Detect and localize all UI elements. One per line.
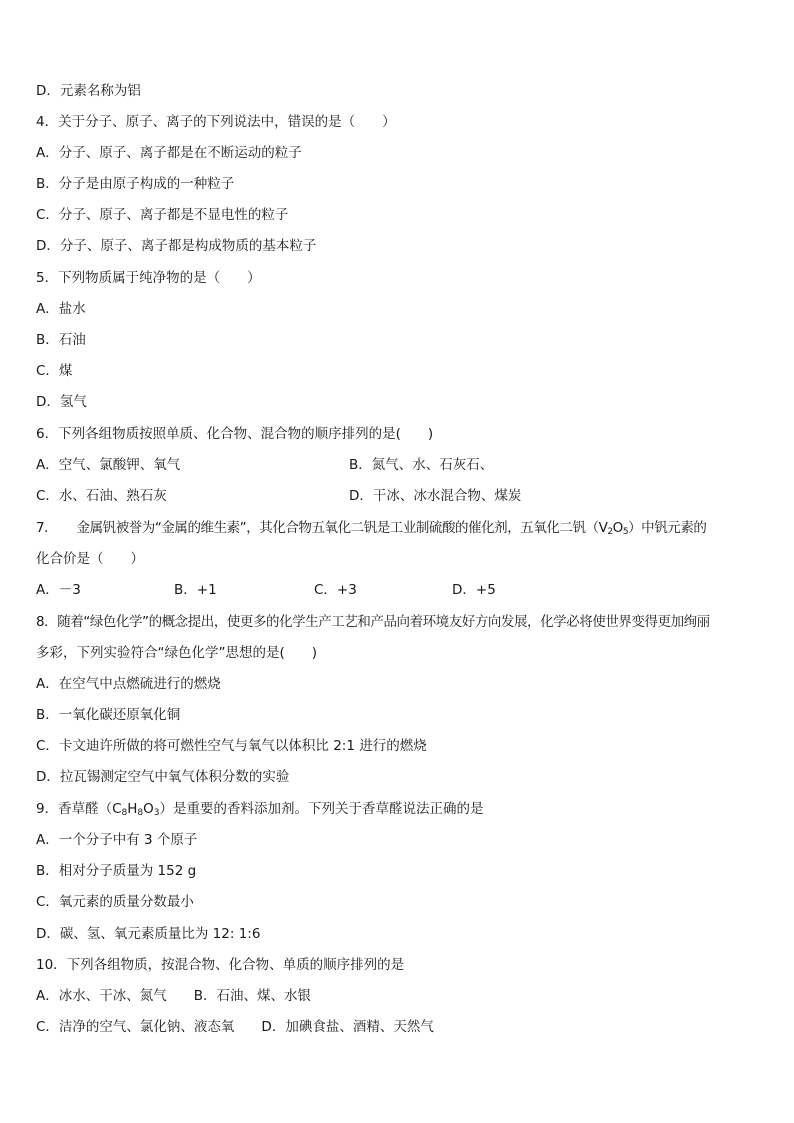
q4-option-d: D．分子、原子、离子都是构成物质的基本粒子 [36, 238, 317, 254]
q8-option-d: D．拉瓦锡测定空气中氧气体积分数的实验 [36, 769, 290, 785]
q7-option-a: A．－3 [36, 582, 81, 598]
q4-stem: 4．关于分子、原子、离子的下列说法中，错误的是（ ） [36, 114, 396, 130]
q5-stem: 5．下列物质属于纯净物的是（ ） [36, 270, 261, 286]
q5-option-c: C．煤 [36, 363, 73, 379]
q4-option-a: A．分子、原子、离子都是在不断运动的粒子 [36, 145, 302, 161]
q5-option-d: D．氢气 [36, 394, 87, 410]
q10-stem: 10．下列各组物质，按混合物、化合物、单质的顺序排列的是 [36, 957, 405, 973]
q10-options-cd: C．洁净的空气、氯化钠、液态氧 D．加碘食盐、酒精、天然气 [36, 1019, 434, 1035]
q8-option-c: C．卡文迪许所做的将可燃性空气与氧气以体积比 2:1 进行的燃烧 [36, 738, 427, 754]
q8-stem-line1: 8．随着“绿色化学”的概念提出，使更多的化学生产工艺和产品向着环境友好方向发展，化学必将使世界变得更加绚丽 [36, 614, 710, 630]
q6-row-cd [36, 486, 764, 506]
q9-option-c: C．氧元素的质量分数最小 [36, 894, 194, 910]
q6-option-b: B．氮气、水、石灰石、 [349, 457, 494, 473]
q9-option-d: D．碳、氢、氧元素质量比为 12: 1:6 [36, 926, 261, 942]
q7-stem-line2: 化合价是（ ） [36, 551, 144, 567]
q4-option-b: B．分子是由原子构成的一种粒子 [36, 176, 235, 192]
q5-option-a: A．盐水 [36, 301, 86, 317]
q9-stem: 9．香草醛$(C_8H_8O_3)$是重要的香料添加剂。下列关于香草醛说法正确的是 [36, 801, 484, 818]
q8-option-a: A．在空气中点燃硫进行的燃烧 [36, 676, 221, 692]
q7-option-c: C．+3 [314, 582, 357, 598]
q9-option-b: B．相对分子质量为 152 g [36, 863, 197, 879]
q6-option-c: C．水、石油、熟石灰 [36, 488, 167, 504]
q7-stem-line1: 7． 金属钒被誉为“金属的维生素”，其化合物五氧化二钒是工业制硫酸的催化剂，五氧化二钒$(V_2O_5)$中钒元素的 [36, 520, 707, 537]
q6-option-a: A．空气、氯酸钾、氧气 [36, 457, 181, 473]
q10-options-ab: A．冰水、干冰、氮气 B．石油、煤、水银 [36, 988, 311, 1004]
q4-option-c: C．分子、原子、离子都是不显电性的粒子 [36, 207, 289, 223]
q8-option-b: B．一氧化碳还原氧化铜 [36, 707, 181, 723]
q9-option-a: A．一个分子中有 3 个原子 [36, 832, 198, 848]
q6-row-ab [36, 455, 764, 475]
q5-option-b: B．石油 [36, 332, 86, 348]
q7-option-d: D．+5 [452, 582, 496, 598]
q6-option-d: D．干冰、冰水混合物、煤炭 [349, 488, 522, 504]
q8-stem-line2: 多彩，下列实验符合“绿色化学”思想的是( ) [36, 645, 318, 661]
q7-option-b: B．+1 [174, 582, 217, 598]
q3-option-d: D．元素名称为铝 [36, 83, 141, 99]
q6-stem: 6．下列各组物质按照单质、化合物、混合物的顺序排列的是( ) [36, 426, 434, 442]
